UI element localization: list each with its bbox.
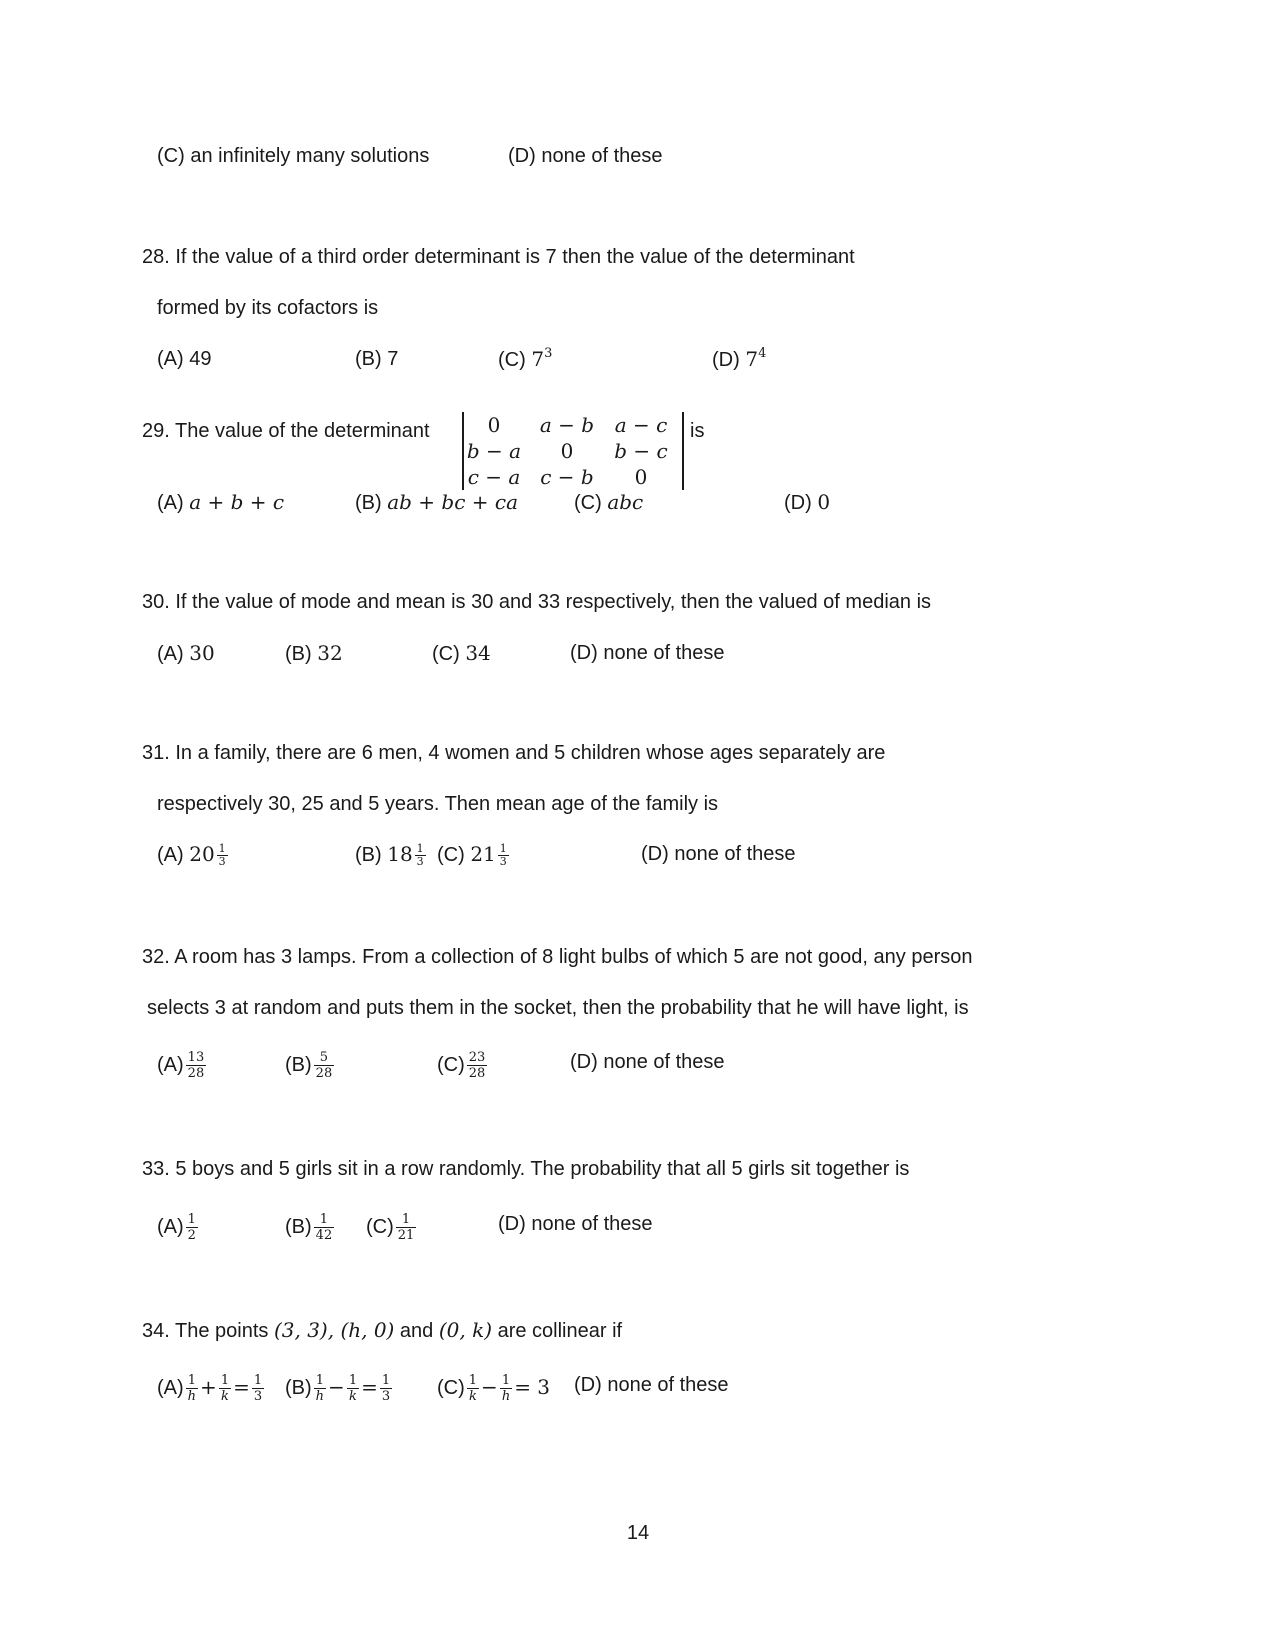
- det-cell-1-3: a − c: [614, 413, 668, 437]
- q31-option-b-whole: 18: [387, 842, 413, 866]
- q33-option-d: (D) none of these: [498, 1213, 653, 1235]
- fraction-denominator: k: [349, 1389, 357, 1404]
- q32-option-b: [285, 1050, 336, 1081]
- q31-option-a-label: (A): [157, 844, 190, 866]
- q29-stem-suffix: is: [690, 420, 705, 442]
- fraction-numerator: 1: [220, 1373, 230, 1388]
- fraction-denominator: 3: [416, 855, 424, 869]
- q34-c-frac-1-over-k: [467, 1373, 479, 1404]
- q30-option-c-value: 34: [465, 641, 491, 665]
- q32-option-a-label: (A): [157, 1053, 184, 1076]
- q34-option-c-label: (C): [437, 1376, 465, 1399]
- q34-option-b: [285, 1373, 394, 1404]
- q33-option-b-fraction: [314, 1212, 335, 1243]
- q34-point-3: (0, k): [438, 1318, 493, 1342]
- q28-option-a: (A) 49: [157, 348, 212, 370]
- q30-option-d: (D) none of these: [570, 642, 725, 664]
- fraction-denominator: 21: [397, 1228, 415, 1243]
- q32-option-a-fraction: [186, 1050, 207, 1081]
- q31-option-c: [437, 842, 511, 868]
- q34-a-equals: =: [233, 1374, 250, 1399]
- fraction-numerator: 1: [186, 1373, 198, 1389]
- q27-option-d: (D) none of these: [508, 145, 663, 167]
- q30-option-c: [432, 641, 491, 666]
- fraction-denominator: 28: [468, 1066, 486, 1081]
- q31-option-d: (D) none of these: [641, 843, 796, 865]
- q28-option-c-exponent: 3: [544, 346, 553, 361]
- q33-option-c-fraction: [396, 1212, 417, 1243]
- q31-option-c-fraction: [498, 843, 509, 868]
- q33-option-a-label: (A): [157, 1215, 184, 1238]
- q30-option-b-value: 32: [317, 641, 343, 665]
- fraction-numerator: 1: [396, 1212, 417, 1228]
- q32-option-d: (D) none of these: [570, 1051, 725, 1073]
- q34-option-b-label: (B): [285, 1376, 312, 1399]
- q32-option-b-label: (B): [285, 1053, 312, 1076]
- fraction-numerator: 1: [348, 1373, 358, 1388]
- q34-c-frac-1-over-h: [500, 1373, 512, 1404]
- q31-option-b-fraction: [415, 843, 426, 868]
- q34-stem-end: are collinear if: [492, 1320, 623, 1342]
- q29-option-a: [157, 490, 284, 515]
- det-cell-2-1: b − a: [466, 439, 522, 463]
- q34-a-plus: +: [200, 1374, 217, 1399]
- q28-option-b: (B) 7: [355, 348, 399, 370]
- q32-stem-line1: 32. A room has 3 lamps. From a collection of 8 light bulbs of which 5 are not good, any person: [142, 946, 973, 968]
- fraction-denominator: 42: [315, 1228, 333, 1243]
- det-cell-3-1: c − a: [467, 465, 521, 489]
- q33-option-a-fraction: [186, 1212, 198, 1243]
- fraction-numerator: 23: [468, 1050, 486, 1065]
- q34-c-minus: −: [481, 1374, 498, 1399]
- q30-option-b-label: (B): [285, 643, 318, 665]
- q30-option-c-label: (C): [432, 643, 466, 665]
- q34-option-a: [157, 1373, 266, 1404]
- q31-stem-line2: respectively 30, 25 and 5 years. Then mean age of the family is: [157, 793, 719, 815]
- q29-option-c-label: (C): [574, 492, 608, 514]
- q29-option-a-expr: a + b + c: [189, 490, 285, 514]
- q34-stem: [142, 1318, 622, 1343]
- q28-option-c-base: 7: [531, 347, 545, 371]
- q33-option-c: [366, 1212, 418, 1243]
- q28-option-d-label: (D): [712, 349, 746, 371]
- q30-stem: 30. If the value of mode and mean is 30 and 33 respectively, then the valued of median is: [142, 591, 932, 613]
- q29-option-c-expr: abc: [607, 490, 644, 514]
- q29-determinant: [462, 412, 684, 490]
- fraction-numerator: 1: [499, 842, 507, 856]
- q34-c-equals-3: = 3: [514, 1374, 551, 1399]
- det-cell-2-3: b − c: [614, 439, 668, 463]
- q31-option-a: [157, 842, 230, 868]
- q33-option-b-label: (B): [285, 1215, 312, 1238]
- q34-option-d: (D) none of these: [574, 1374, 729, 1396]
- det-cell-3-2: c − b: [540, 465, 594, 489]
- q34-a-frac-1-over-3: [252, 1373, 264, 1404]
- fraction-denominator: 2: [187, 1228, 196, 1243]
- fraction-numerator: 1: [314, 1212, 335, 1228]
- q29-option-b-label: (B): [355, 492, 388, 514]
- q31-stem-line1: 31. In a family, there are 6 men, 4 women and 5 children whose ages separately are: [142, 742, 886, 764]
- fraction-denominator: 28: [315, 1066, 333, 1081]
- q29-option-a-label: (A): [157, 492, 190, 514]
- q34-points: (3, 3), (h, 0): [273, 1318, 395, 1342]
- q29-stem: 29. The value of the determinant: [142, 420, 430, 442]
- q29-option-d-expr: 0: [817, 490, 831, 514]
- q28-option-c: [498, 347, 552, 372]
- q33-stem: 33. 5 boys and 5 girls sit in a row randomly. The probability that all 5 girls sit together is: [142, 1158, 910, 1180]
- q33-option-b: [285, 1212, 336, 1243]
- q28-option-c-label: (C): [498, 349, 532, 371]
- q31-option-c-label: (C): [437, 844, 471, 866]
- fraction-denominator: 3: [253, 1389, 263, 1404]
- fraction-numerator: 1: [218, 842, 226, 856]
- fraction-denominator: 3: [381, 1389, 391, 1404]
- fraction-denominator: 3: [218, 855, 226, 869]
- q29-option-b-expr: ab + bc + ca: [387, 490, 519, 514]
- det-cell-2-2: 0: [560, 439, 574, 463]
- q28-option-d: [712, 347, 766, 372]
- q30-option-a: [157, 641, 215, 666]
- fraction-denominator: h: [187, 1389, 197, 1404]
- fraction-denominator: h: [501, 1389, 511, 1404]
- q28-option-d-exponent: 4: [758, 346, 767, 361]
- fraction-numerator: 1: [468, 1373, 478, 1388]
- q32-option-a: [157, 1050, 208, 1081]
- page-number: 14: [626, 1522, 650, 1544]
- q34-b-minus: −: [328, 1374, 345, 1399]
- q29-option-b: [355, 490, 518, 515]
- q32-stem-line2: selects 3 at random and puts them in the socket, then the probability that he will have light, is: [147, 997, 969, 1019]
- fraction-numerator: 5: [314, 1050, 335, 1066]
- fraction-denominator: k: [468, 1389, 477, 1404]
- q30-option-a-label: (A): [157, 643, 190, 665]
- q34-option-a-label: (A): [157, 1376, 184, 1399]
- det-cell-1-1: 0: [487, 413, 501, 437]
- q31-option-b-label: (B): [355, 844, 388, 866]
- q34-b-frac-1-over-3: [380, 1373, 392, 1404]
- fraction-numerator: 1: [253, 1373, 263, 1388]
- fraction-denominator: 3: [499, 855, 507, 869]
- fraction-numerator: 1: [381, 1373, 391, 1388]
- fraction-denominator: k: [221, 1389, 229, 1404]
- q34-a-frac-1-over-k: [219, 1373, 231, 1404]
- q34-b-equals: =: [361, 1374, 378, 1399]
- q27-option-c: (C) an infinitely many solutions: [157, 145, 430, 167]
- q34-stem-and: and: [394, 1320, 439, 1342]
- q28-stem-line1: 28. If the value of a third order determinant is 7 then the value of the determinant: [142, 246, 855, 268]
- q33-option-a: [157, 1212, 200, 1243]
- fraction-numerator: 13: [187, 1050, 205, 1065]
- q31-option-a-whole: 20: [189, 842, 215, 866]
- q31-option-c-whole: 21: [470, 842, 496, 866]
- q28-stem-line2: formed by its cofactors is: [157, 297, 379, 319]
- fraction-numerator: 1: [187, 1212, 196, 1227]
- q29-option-c: [574, 490, 643, 515]
- q29-option-d-label: (D): [784, 492, 818, 514]
- q32-option-b-fraction: [314, 1050, 335, 1081]
- fraction-denominator: 28: [187, 1066, 205, 1081]
- q34-stem-start: 34. The points: [142, 1320, 274, 1342]
- q30-option-b: [285, 641, 343, 666]
- q34-a-frac-1-over-h: [186, 1373, 198, 1404]
- det-cell-1-2: a − b: [539, 413, 595, 437]
- q31-option-b: [355, 842, 428, 868]
- q32-option-c-label: (C): [437, 1053, 465, 1076]
- fraction-denominator: h: [315, 1389, 325, 1404]
- q32-option-c-fraction: [467, 1050, 488, 1081]
- q30-option-a-value: 30: [189, 641, 215, 665]
- det-cell-3-3: 0: [634, 465, 648, 489]
- q31-option-a-fraction: [217, 843, 228, 868]
- q29-option-d: [784, 490, 830, 515]
- q34-option-c: [437, 1373, 550, 1404]
- fraction-numerator: 1: [500, 1373, 512, 1389]
- q33-option-c-label: (C): [366, 1215, 394, 1238]
- q34-b-frac-1-over-k: [347, 1373, 359, 1404]
- q28-option-d-base: 7: [745, 347, 759, 371]
- fraction-numerator: 1: [314, 1373, 326, 1389]
- q32-option-c: [437, 1050, 489, 1081]
- q34-b-frac-1-over-h: [314, 1373, 326, 1404]
- fraction-numerator: 1: [416, 842, 424, 856]
